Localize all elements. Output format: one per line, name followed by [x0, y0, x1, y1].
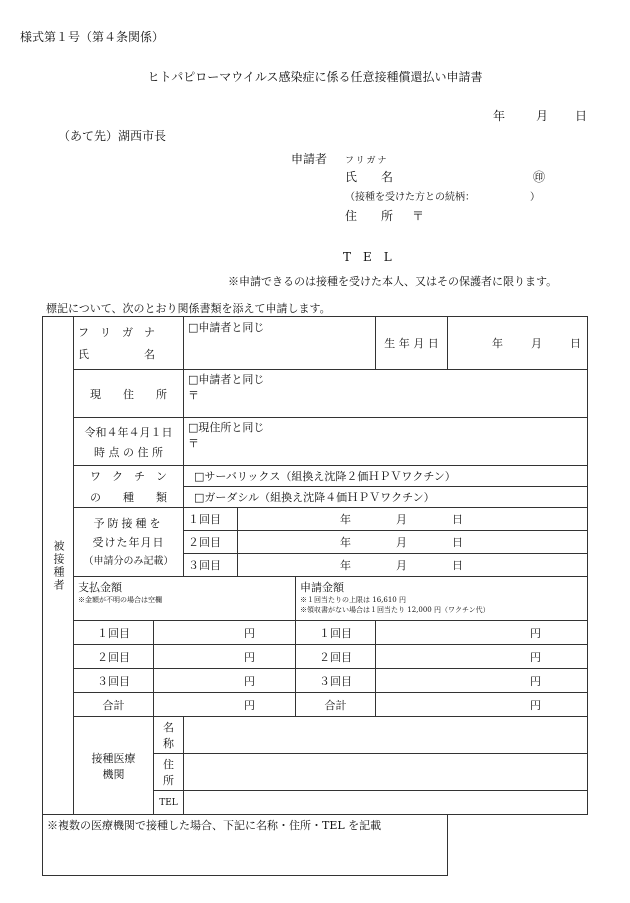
intro-text: 標記について、次のとおり関係書類を添えて申請します。: [46, 302, 331, 315]
paid-amount-1[interactable]: 円: [154, 621, 296, 645]
applicant-label: 申請者: [291, 152, 328, 166]
applicant-address-label: 住 所: [345, 209, 394, 223]
claim-amount-3[interactable]: 円: [376, 669, 588, 693]
clinic-tel-label: TEL: [154, 791, 184, 815]
dose-3-label: ３回目: [184, 554, 238, 577]
claim-note-no-receipt: ※領収書がない場合は１回当たり 12,000 円（ワクチン代）: [300, 606, 490, 614]
multiple-clinics-note: ※複数の医療機関で接種した場合、下記に名称・住所・TEL を記載: [47, 819, 382, 832]
date-year: 年: [493, 109, 506, 123]
clinic-name-label: 名称: [154, 717, 184, 754]
same-as-current-checkbox[interactable]: □現住所と同じ: [188, 421, 265, 434]
claim-amount-1[interactable]: 円: [376, 621, 588, 645]
applicant-postal: 〒: [412, 209, 425, 223]
date-day: 日: [575, 109, 588, 123]
clinic-name-field[interactable]: [184, 717, 588, 754]
applicant-furigana: フリガナ: [345, 156, 389, 166]
recipient-name-field[interactable]: [184, 317, 376, 370]
dose-2-date[interactable]: 年 月 日: [238, 531, 588, 554]
page-title: ヒトパピローマウイルス感染症に係る任意接種償還払い申請書: [147, 70, 483, 84]
seal-mark: ㊞: [533, 170, 546, 184]
claim-amount-header: 申請金額 ※１回当たりの上限は 16,610 円 ※領収書がない場合は１回当たり 12,000 円（ワクチン代）: [296, 577, 588, 621]
claim-note-limit: ※１回当たりの上限は 16,610 円: [300, 596, 406, 604]
birth-label: 生 年 月 日: [376, 317, 448, 370]
clinic-label: 接種医療 機関: [74, 717, 154, 815]
clinic-tel-field[interactable]: [184, 791, 588, 815]
claim-amount-total[interactable]: 円: [376, 693, 588, 717]
clinic-address-field[interactable]: [184, 754, 588, 791]
multiple-clinics-field[interactable]: [43, 815, 448, 876]
name-label: 氏 名: [78, 348, 155, 361]
paid-amount-2[interactable]: 円: [154, 645, 296, 669]
applicant-name-label: 氏 名: [345, 170, 394, 184]
applicant-tel-label: T E L: [343, 250, 392, 264]
dose-1-date[interactable]: 年 月 日: [238, 508, 588, 531]
past-address-field[interactable]: [184, 418, 588, 466]
birth-day: 日: [570, 337, 582, 350]
birth-month: 月: [531, 337, 543, 350]
dose-1-label: １回目: [184, 508, 238, 531]
form-number: 様式第１号（第４条関係）: [20, 30, 165, 44]
clinic-address-label: 住所: [154, 754, 184, 791]
recipient-table: 被接種者 フ リ ガ ナ 氏 名 □申請者と同じ 生 年 月 日 年 月 日 現 住 所 □申請者と同じ 〒 令和４年４月１日 時 点 の 住 所 □現住所と同じ 〒 ワ ク チ ン □サーバリックス（組換え沈降２価ＨＰＶワクチン） の 種 類 □ガーダシル（組換え沈降４価ＨＰＶワクチン） 予防接種を 受けた年月日 （申請分のみ記載） １回目 年 月 日 ２回目 年 月 日 ３回目 年 月 日 支払金額 ※金額が不明の場合は空欄 申請金額 ※１回当たりの上限は 16,610 円 ※領収書がない場合は１回当たり 12,000 円（ワクチン代） １回目 円 １回目 円 ２回目 円 ２回目 円 ３回目 円 ３回目 円 合計 円 合計 円 接種医療 機関 名称 住所 TEL ※複数の医療機関で接種した場合、下記に名称・住所・TEL を記載: [42, 316, 588, 876]
paid-amount-total[interactable]: 円: [154, 693, 296, 717]
dose-2-label: ２回目: [184, 531, 238, 554]
current-address-field[interactable]: [184, 370, 588, 418]
date-month: 月: [536, 109, 549, 123]
paid-amount-header: 支払金額 ※金額が不明の場合は空欄: [74, 577, 296, 621]
addressee: （あて先）湖西市長: [58, 129, 167, 143]
furigana-name-label: [74, 317, 184, 370]
vaccine-option-gardasil[interactable]: □ガーダシル（組換え沈降４価ＨＰＶワクチン）: [184, 487, 588, 508]
vaccine-label-1: ワ ク チ ン: [74, 466, 184, 487]
birth-date-field[interactable]: [448, 317, 588, 370]
relation-field: （接種を受けた方との続柄： ）: [345, 192, 540, 203]
vaccine-label-2: の 種 類: [74, 487, 184, 508]
eligibility-note: ※申請できるのは接種を受けた本人、又はその保護者に限ります。: [228, 275, 558, 288]
past-address-label: 令和４年４月１日 時 点 の 住 所: [74, 418, 184, 466]
birth-year: 年: [492, 337, 504, 350]
same-as-applicant-address-checkbox[interactable]: □申請者と同じ: [188, 373, 265, 386]
vaccination-dates-label: 予防接種を 受けた年月日 （申請分のみ記載）: [74, 508, 184, 577]
vaccine-option-cervarix[interactable]: □サーバリックス（組換え沈降２価ＨＰＶワクチン）: [184, 466, 588, 487]
furigana-label: フ リ ガ ナ: [78, 326, 155, 339]
claim-amount-2[interactable]: 円: [376, 645, 588, 669]
section-label-recipient: 被接種者: [43, 317, 74, 815]
paid-amount-3[interactable]: 円: [154, 669, 296, 693]
current-postal: 〒: [188, 389, 200, 402]
paid-amount-note: ※金額が不明の場合は空欄: [78, 596, 162, 604]
dose-3-date[interactable]: 年 月 日: [238, 554, 588, 577]
past-postal: 〒: [188, 437, 200, 450]
current-address-label: 現 住 所: [74, 370, 184, 418]
same-as-applicant-checkbox[interactable]: □申請者と同じ: [188, 321, 265, 334]
